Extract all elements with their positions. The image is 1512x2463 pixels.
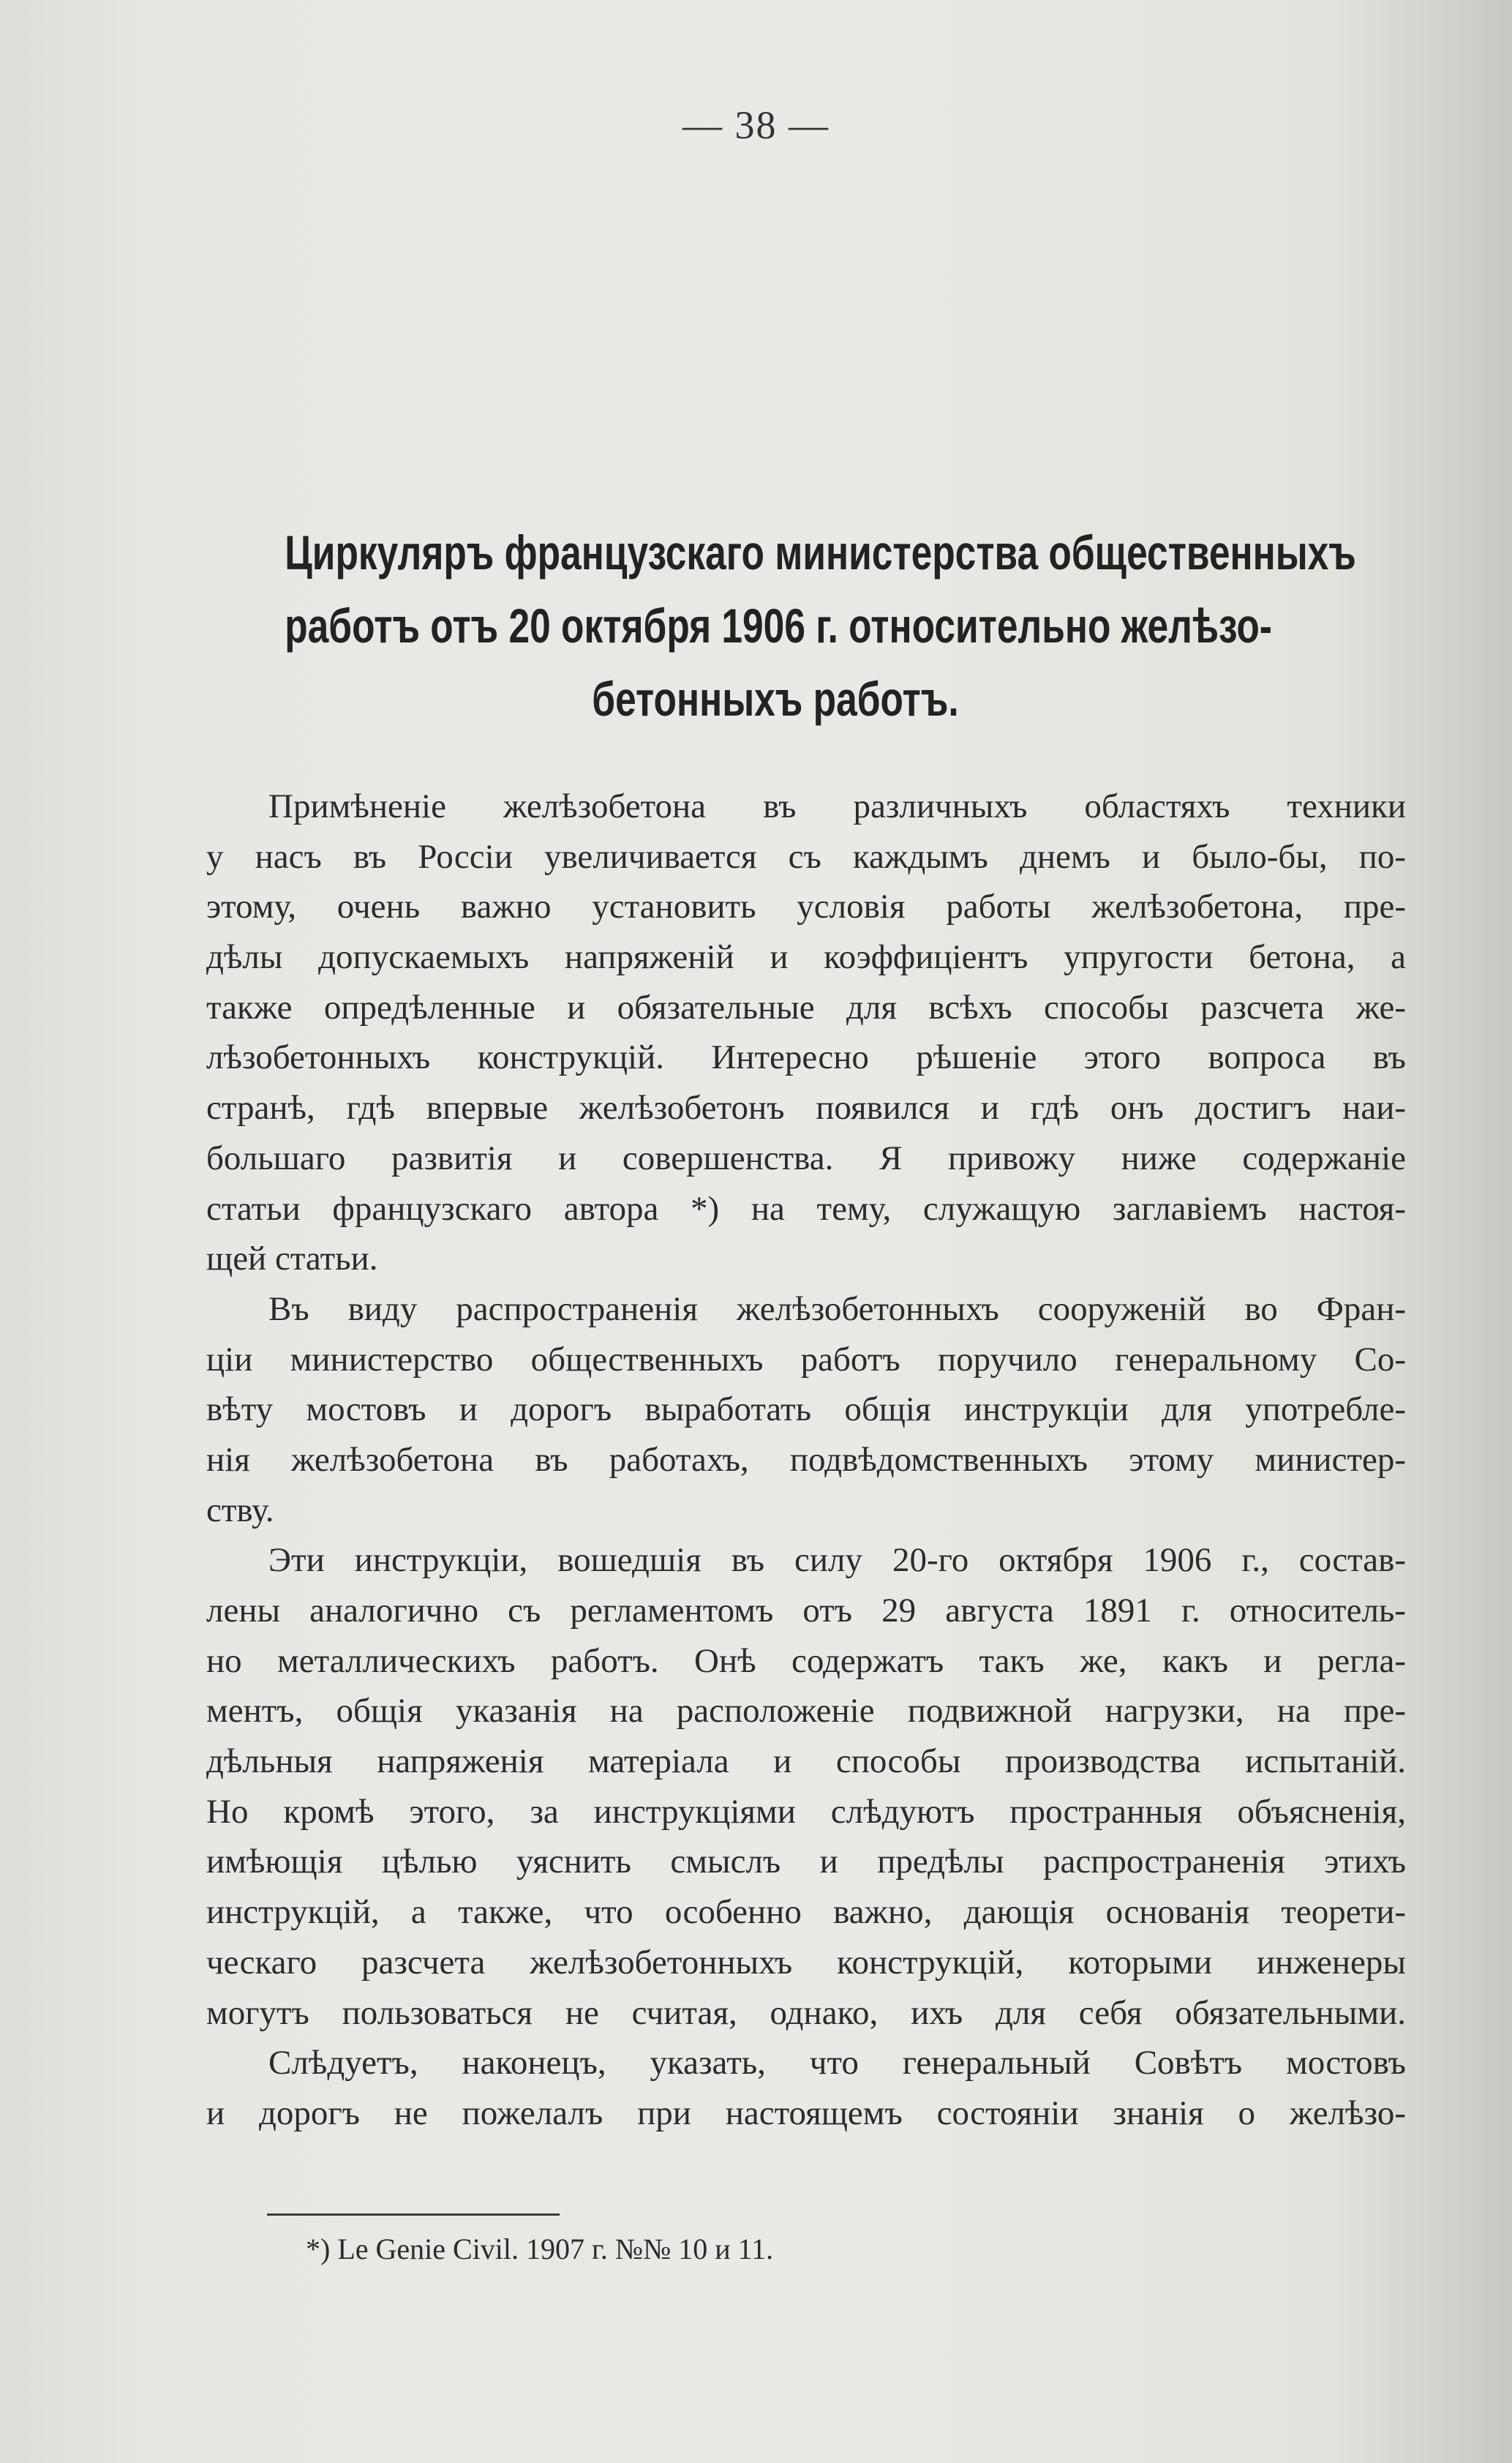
text-line: странѣ, гдѣ впервые желѣзобетонъ появился и гдѣ онъ достигъ наи-	[206, 1089, 1406, 1128]
text-line: большаго развитія и совершенства. Я привожу ниже содержаніе	[206, 1139, 1406, 1177]
text-line: имѣющія цѣлью уяснить смыслъ и предѣлы распространенія этихъ	[206, 1842, 1406, 1881]
text-line: дѣлы допускаемыхъ напряженій и коэффиціентъ упругости бетона, а	[206, 938, 1406, 977]
text-line: у насъ въ Россіи увеличивается съ каждымъ днемъ и было-бы, по-	[206, 837, 1406, 876]
text-line: лѣзобетонныхъ конструкцій. Интересно рѣшеніе этого вопроса въ	[206, 1038, 1406, 1077]
article-body	[206, 781, 1406, 2139]
text-line: этому, очень важно установить условія работы желѣзобетона, пре-	[206, 888, 1406, 926]
page-number: — 38 —	[682, 103, 830, 147]
text-line: вѣту мостовъ и дорогъ выработать общія инструкціи для употребле-	[206, 1390, 1406, 1429]
text-line: и дорогъ не пожелалъ при настоящемъ состояніи знанія о желѣзо-	[206, 2093, 1406, 2132]
text-line: Но кромѣ этого, за инструкціями слѣдуютъ пространныя объясненія,	[206, 1792, 1406, 1831]
text-line: нія желѣзобетона въ работахъ, подвѣдомственныхъ этому министер-	[206, 1440, 1406, 1479]
text-line: также опредѣленные и обязательные для всѣхъ способы разсчета же-	[206, 988, 1406, 1027]
text-line: Примѣненіе желѣзобетона въ различныхъ областяхъ техники	[268, 787, 1406, 825]
text-line: дѣльныя напряженія матеріала и способы производства испытаній.	[206, 1742, 1406, 1781]
text-line: ческаго разсчета желѣзобетонныхъ конструкцій, которыми инженеры	[206, 1943, 1406, 1982]
title-line: работъ отъ 20 октября 1906 г. относительно желѣзо-	[285, 599, 1272, 653]
text-line: лены аналогично съ регламентомъ отъ 29 августа 1891 г. относитель-	[206, 1592, 1406, 1630]
text-line: ціи министерство общественныхъ работъ поручило генеральному Со-	[206, 1340, 1406, 1379]
title-line: бетонныхъ работъ.	[592, 672, 959, 726]
text-line: ству.	[206, 1491, 274, 1529]
text-line: ментъ, общія указанія на расположеніе подвижной нагрузки, на пре-	[206, 1692, 1406, 1731]
footnote: *) Le Genie Civil. 1907 г. №№ 10 и 11.	[306, 2233, 774, 2265]
text-line: щей статьи.	[206, 1240, 378, 1278]
footnote-divider	[267, 2213, 560, 2216]
article-title	[285, 516, 1356, 735]
text-line: статьи французскаго автора *) на тему, служащую заглавіемъ настоя-	[206, 1189, 1406, 1228]
text-line: но металлическихъ работъ. Онѣ содержатъ такъ же, какъ и регла-	[206, 1641, 1406, 1680]
text-line: Эти инструкціи, вошедшія въ силу 20-го октября 1906 г., состав-	[268, 1541, 1406, 1580]
text-line: Слѣдуетъ, наконецъ, указать, что генеральный Совѣтъ мостовъ	[268, 2044, 1406, 2083]
text-line: могутъ пользоваться не считая, однако, ихъ для себя обязательными.	[206, 1993, 1406, 2032]
text-line: Въ виду распространенія желѣзобетонныхъ сооруженій во Фран-	[268, 1289, 1406, 1328]
title-line: Циркуляръ французскаго министерства общественныхъ	[285, 525, 1356, 580]
text-line: инструкцій, а также, что особенно важно, дающія основанія теорети-	[206, 1893, 1406, 1932]
